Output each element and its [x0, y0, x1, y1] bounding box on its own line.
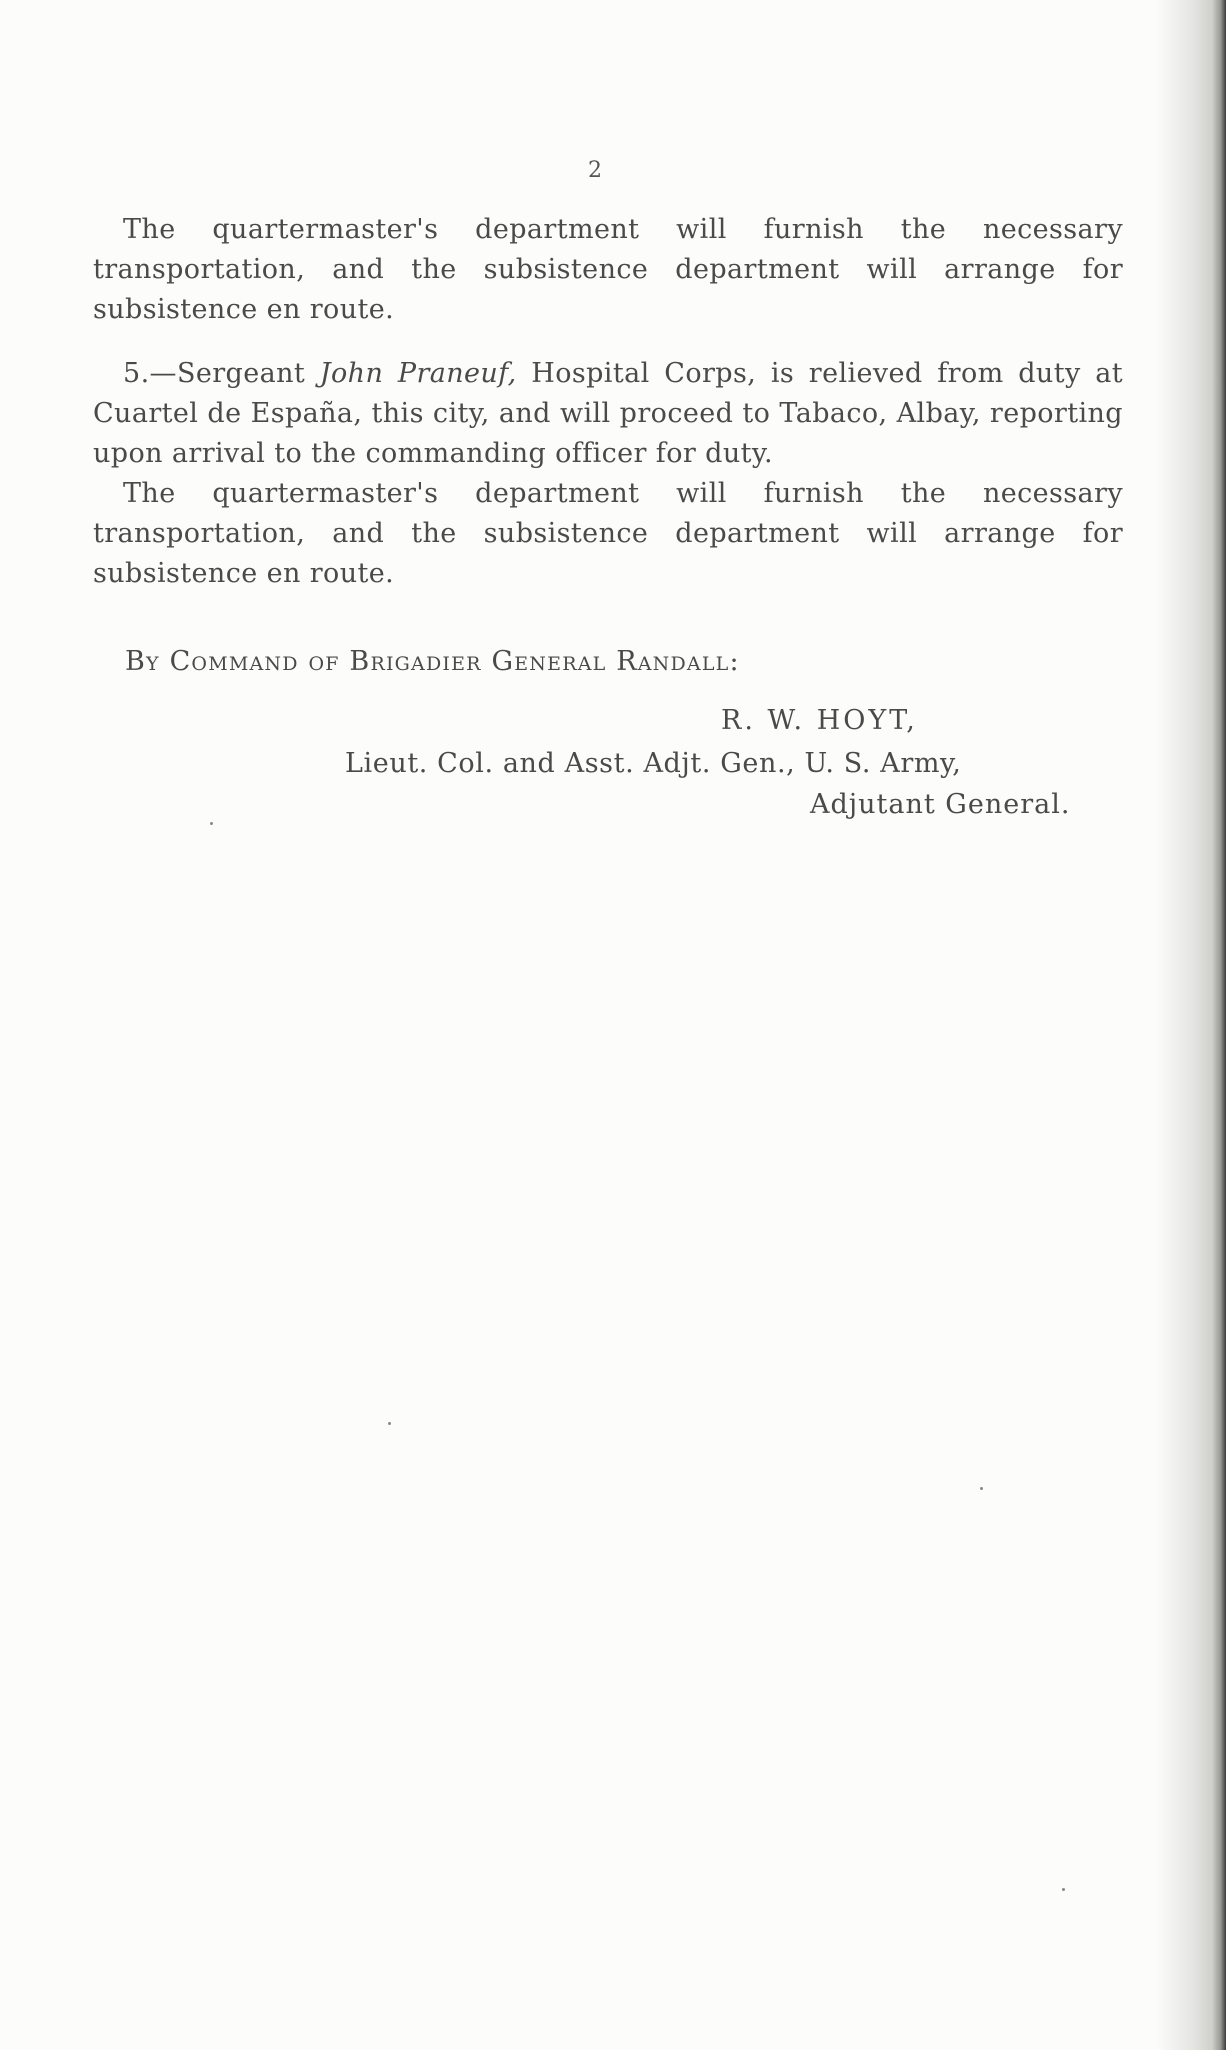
paper-speck [980, 1487, 983, 1490]
paragraph-order-5 [93, 354, 1123, 474]
paragraph-transport-1: The quartermaster's department will furnish the necessary transportation, and the subsistence department will arrange for subsistence en route. [93, 214, 1123, 325]
order-lead: 5.—Sergeant [123, 358, 320, 389]
page-edge-shadow [1156, 0, 1226, 2050]
document-body [93, 210, 1123, 820]
paper-speck [1062, 1888, 1065, 1891]
command-line: By Command of Brigadier General Randall: [125, 646, 740, 677]
paragraph-transport-2: The quartermaster's department will furnish the necessary transportation, and the subsistence department will arrange for subsistence en route. [93, 478, 1123, 589]
signature-title: Adjutant General. [810, 789, 1071, 820]
sergeant-name: John Praneuf, [319, 358, 517, 389]
signature-name: R. W. HOYT, [721, 705, 918, 736]
paper-speck [388, 1422, 391, 1425]
paper-speck [210, 822, 213, 825]
page-number: 2 [588, 158, 602, 183]
order-text: Hospital Corps, is relieved from duty at Cuartel de España, this city, and will proceed to Tabaco, Albay, reporting upon arrival to the commanding officer for duty. [93, 358, 1123, 469]
signature-rank: Lieut. Col. and Asst. Adjt. Gen., U. S. Army, [345, 748, 962, 779]
